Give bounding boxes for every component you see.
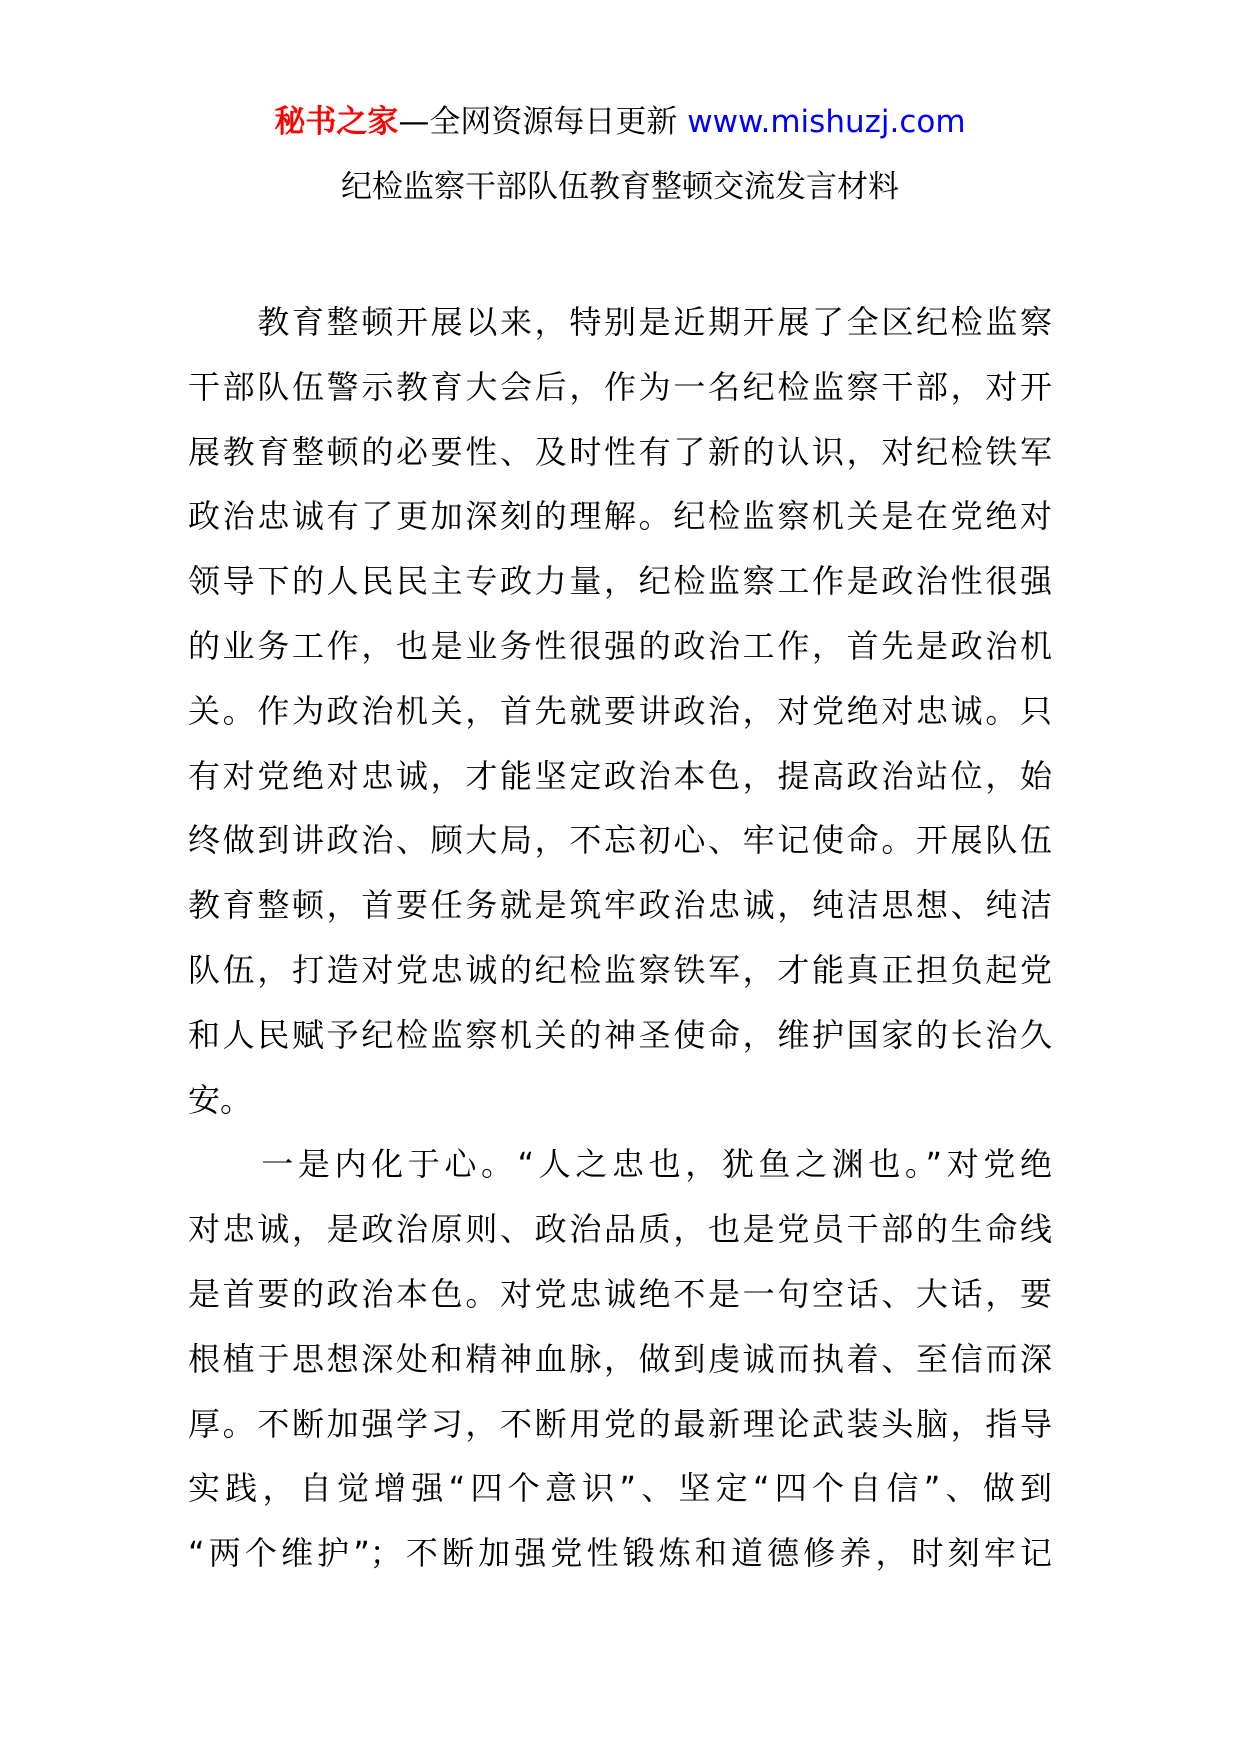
text-line: 对忠诚，是政治原则、政治品质，也是党员干部的生命线 [188, 1210, 1052, 1249]
text-line: 和人民赋予纪检监察机关的神圣使命，维护国家的长治久 [188, 1015, 1052, 1054]
text-line: 展教育整顿的必要性、及时性有了新的认识，对纪检铁军 [188, 432, 1052, 471]
text-line: 教育整顿，首要任务就是筑牢政治忠诚，纯洁思想、纯洁 [188, 886, 1052, 925]
brand-name: 秘书之家 [274, 104, 399, 140]
text-line: 政治忠诚有了更加深刻的理解。纪检监察机关是在党绝对 [188, 497, 1052, 536]
text-line: 实践，自觉增强“四个意识”、坚定“四个自信”、做到 [188, 1469, 1052, 1508]
text-line: 安。 [188, 1080, 253, 1119]
document-title: 纪检监察干部队伍教育整顿交流发言材料 [341, 169, 899, 205]
header-slogan: —全网资源每日更新 [398, 104, 688, 140]
text-line: “两个维护”；不断加强党性锻炼和道德修养，时刻牢记 [188, 1534, 1052, 1573]
text-line: 的业务工作，也是业务性很强的政治工作，首先是政治机 [188, 626, 1052, 665]
text-line: 领导下的人民民主专政力量，纪检监察工作是政治性很强 [188, 562, 1052, 601]
text-line: 是首要的政治本色。对党忠诚绝不是一句空话、大话，要 [188, 1274, 1052, 1313]
text-line: 一是内化于心。“人之忠也，犹鱼之渊也。”对党绝 [188, 1145, 1052, 1184]
text-line: 队伍，打造对党忠诚的纪检监察铁军，才能真正担负起党 [188, 950, 1052, 989]
site-url-link[interactable]: www.mishuzj.com [687, 104, 966, 140]
text-line: 厚。不断加强学习，不断用党的最新理论武装头脑，指导 [188, 1404, 1052, 1443]
paragraph [188, 1132, 1052, 1586]
paragraph [188, 290, 1052, 1132]
text-line: 有对党绝对忠诚，才能坚定政治本色，提高政治站位，始 [188, 756, 1052, 795]
text-line: 根植于思想深处和精神血脉，做到虔诚而执着、至信而深 [188, 1339, 1052, 1378]
site-header [0, 100, 1240, 144]
text-line: 教育整顿开展以来，特别是近期开展了全区纪检监察 [188, 303, 1052, 341]
text-line: 关。作为政治机关，首先就要讲政治，对党绝对忠诚。只 [188, 691, 1052, 730]
document-body [188, 290, 1052, 1586]
text-line: 终做到讲政治、顾大局，不忘初心、牢记使命。开展队伍 [188, 821, 1052, 860]
text-line: 干部队伍警示教育大会后，作为一名纪检监察干部，对开 [188, 367, 1052, 406]
